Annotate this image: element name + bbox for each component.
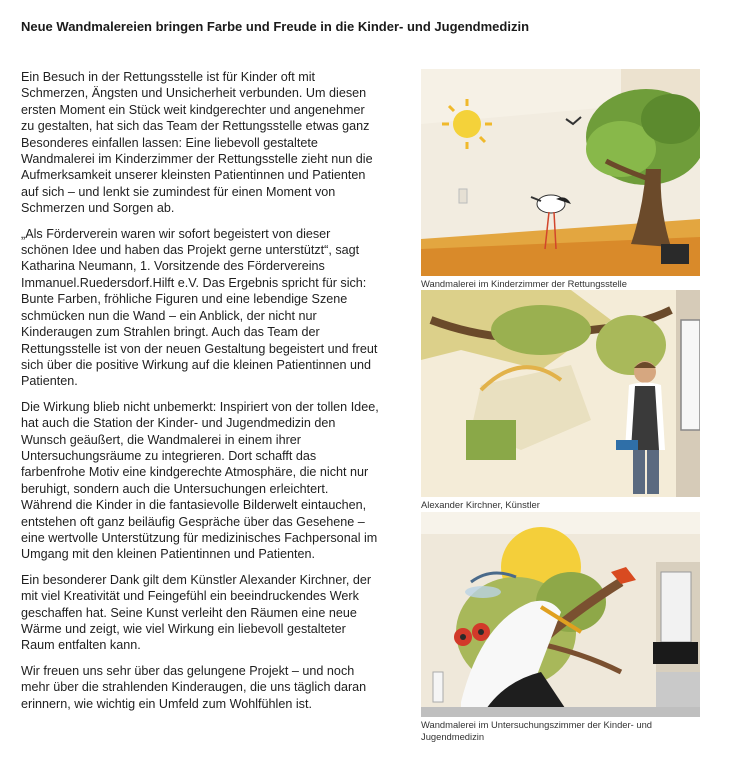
paragraph-2: „Als Förderverein waren wir sofort begeistert von dieser schönen Idee und haben das Projekt gerne unterstützt“, sagt Katharina Neumann, 1. Vorsitzende des Fördervereins Immanuel.Ruedersdorf.Hilft e.V. Das Ergebnis spricht für sich: Bunte Farben, fröhliche Figuren und eine lebendige Szene schmücken nun die Wand – ein Anblick, der nicht nur Kinderaugen zum Strahlen bringt. Auch das Team der Rettungsstelle ist von der neuen Gestaltung begeistert und freut sich über die positive Wirkung auf die kleinen Patientinnen und Patienten. [21, 226, 378, 389]
figure-caption-1: Wandmalerei im Kinderzimmer der Rettungsstelle [421, 278, 627, 289]
figure-mural-pediatrics [421, 512, 700, 743]
paragraph-5: Wir freuen uns sehr über das gelungene Projekt – und noch mehr über die strahlenden Kinderaugen, die uns täglich daran erinnern, wie wichtig ein Umfeld zum Wohlfühlen ist. [21, 663, 367, 711]
article-body [21, 69, 381, 721]
figure-caption-3: Wandmalerei im Untersuchungszimmer der Kinder- und Jugendmedizin [421, 719, 652, 742]
artist-image [421, 290, 700, 497]
paragraph-3: Die Wirkung blieb nicht unbemerkt: Inspiriert von der tollen Idee, hat auch die Station der Kinder- und Jugendmedizin den Wunsch geäußert, die Wandmalerei in einem ihrer Untersuchungsräume zu integrieren. Dort schafft das farbenfrohe Motiv eine kindgerechte Atmosphäre, die nicht nur beruhigt, sondern auch die Untersuchungen erleichtert. Während die Kinder in die fantasievolle Bilderwelt eintauchen, entstehen oft ganz beiläufig Gespräche über das Gesehene – eine wertvolle Unterstützung für medizinisches Fachpersonal im Umgang mit den kleinen Patientinnen und Patienten. [21, 399, 379, 562]
paragraph-1: Ein Besuch in der Rettungsstelle ist für Kinder oft mit Schmerzen, Ängsten und Unsicherheit verbunden. Um diesen ersten Moment ein Stück weit kindgerechter und angenehmer zu gestalten, hat sich das Team der Rettungsstelle etwas ganz Besonderes einfallen lassen: Eine liebevoll gestaltete Wandmalerei im Kinderzimmer der Rettungsstelle zieht nun die Aufmerksamkeit unserer kleinsten Patientinnen und Patienten auf sich – und lenkt sie zumindest für einen Moment von Schmerzen und Sorgen ab. [21, 70, 373, 216]
photo-mural-tree-stork [421, 69, 700, 276]
mural-exam-room-image [421, 512, 700, 717]
photo-artist [421, 290, 700, 497]
mural-tree-stork-image [421, 69, 700, 276]
photo-mural-exam-room [421, 512, 700, 717]
figure-caption-2: Alexander Kirchner, Künstler [421, 499, 540, 510]
paragraph-4: Ein besonderer Dank gilt dem Künstler Alexander Kirchner, der mit viel Kreativität und Feingefühl ein beeindruckendes Werk geschaffen hat. Seine Kunst verleiht den Räumen eine neue Wärme und zeigt, wie viel Wirkung ein liebevoll gestalteter Raum entfalten kann. [21, 572, 372, 653]
figure-artist [421, 290, 700, 511]
figure-mural-emergency [421, 69, 700, 290]
article-headline: Neue Wandmalereien bringen Farbe und Freude in die Kinder- und Jugendmedizin [21, 19, 530, 34]
